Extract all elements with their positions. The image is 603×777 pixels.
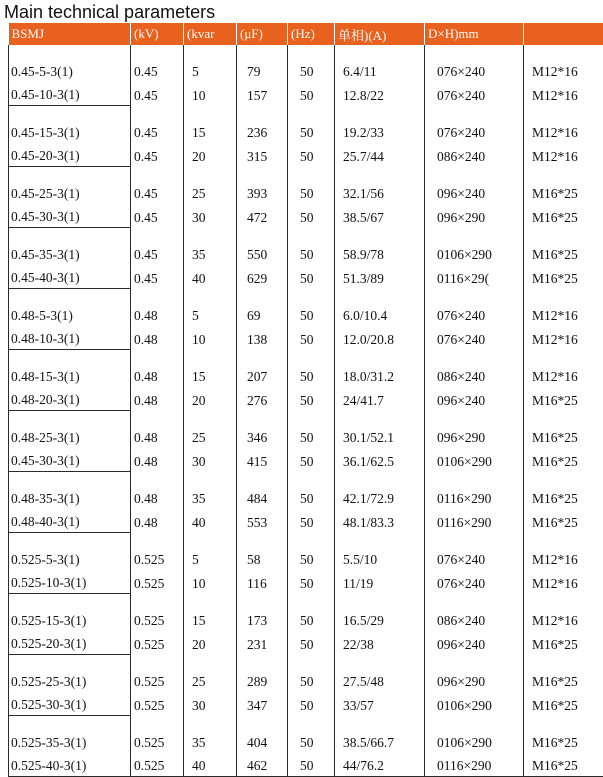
cell-capacity: 25 — [184, 167, 237, 205]
header-row — [9, 23, 603, 45]
cell-model: 0.525-35-3(1) — [9, 716, 131, 754]
cell-model: 0.48-25-3(1) — [9, 411, 131, 449]
cell-capacity: 15 — [184, 106, 237, 144]
cell-frequency: 50 — [288, 167, 335, 205]
cell-capacity: 25 — [184, 655, 237, 693]
cell-frequency: 50 — [288, 143, 335, 167]
cell-model: 0.45-30-3(1) — [9, 448, 131, 472]
table-row — [9, 448, 603, 472]
cell-frequency: 50 — [288, 631, 335, 655]
cell-capacitance: 138 — [237, 326, 288, 350]
table-row — [9, 45, 603, 82]
cell-voltage: 0.45 — [131, 167, 184, 205]
cell-dimensions: 096×290 — [425, 411, 524, 449]
table-row — [9, 716, 603, 754]
column-header-current: 单相)(A) — [335, 23, 425, 45]
cell-capacitance: 69 — [237, 289, 288, 327]
cell-frequency: 50 — [288, 204, 335, 228]
cell-voltage: 0.48 — [131, 448, 184, 472]
cell-voltage: 0.48 — [131, 509, 184, 533]
cell-current: 33/57 — [335, 692, 425, 716]
column-header-voltage: (kV) — [131, 23, 184, 45]
table-row — [9, 753, 603, 777]
cell-current: 12.8/22 — [335, 82, 425, 106]
cell-bolt: M16*25 — [524, 387, 603, 411]
column-header-capacitance: (μF) — [237, 23, 288, 45]
cell-frequency: 50 — [288, 472, 335, 510]
cell-capacity: 40 — [184, 753, 237, 777]
cell-dimensions: 076×240 — [425, 45, 524, 82]
table-row — [9, 509, 603, 533]
cell-model: 0.525-15-3(1) — [9, 594, 131, 632]
cell-model: 0.525-25-3(1) — [9, 655, 131, 693]
table-row — [9, 387, 603, 411]
cell-dimensions: 0106×290 — [425, 448, 524, 472]
cell-model: 0.525-5-3(1) — [9, 533, 131, 571]
cell-bolt: M16*25 — [524, 167, 603, 205]
table-row — [9, 289, 603, 327]
cell-capacity: 40 — [184, 509, 237, 533]
cell-bolt: M16*25 — [524, 753, 603, 777]
cell-voltage: 0.48 — [131, 387, 184, 411]
cell-frequency: 50 — [288, 655, 335, 693]
table-header — [9, 23, 603, 45]
cell-voltage: 0.45 — [131, 265, 184, 289]
cell-current: 48.1/83.3 — [335, 509, 425, 533]
table-row — [9, 204, 603, 228]
cell-frequency: 50 — [288, 448, 335, 472]
cell-frequency: 50 — [288, 265, 335, 289]
cell-bolt: M16*25 — [524, 716, 603, 754]
cell-capacitance: 553 — [237, 509, 288, 533]
cell-frequency: 50 — [288, 289, 335, 327]
cell-model: 0.45-20-3(1) — [9, 143, 131, 167]
cell-model: 0.45-30-3(1) — [9, 204, 131, 228]
cell-current: 27.5/48 — [335, 655, 425, 693]
cell-current: 30.1/52.1 — [335, 411, 425, 449]
cell-model: 0.48-15-3(1) — [9, 350, 131, 388]
cell-frequency: 50 — [288, 326, 335, 350]
cell-voltage: 0.525 — [131, 692, 184, 716]
cell-bolt: M16*25 — [524, 265, 603, 289]
cell-current: 22/38 — [335, 631, 425, 655]
cell-dimensions: 0116×290 — [425, 509, 524, 533]
cell-capacity: 10 — [184, 570, 237, 594]
cell-capacitance: 462 — [237, 753, 288, 777]
cell-capacitance: 58 — [237, 533, 288, 571]
cell-capacity: 40 — [184, 265, 237, 289]
table-row — [9, 594, 603, 632]
cell-frequency: 50 — [288, 411, 335, 449]
cell-voltage: 0.48 — [131, 472, 184, 510]
cell-bolt: M16*25 — [524, 472, 603, 510]
cell-capacitance: 347 — [237, 692, 288, 716]
cell-capacitance: 629 — [237, 265, 288, 289]
cell-model: 0.45-35-3(1) — [9, 228, 131, 266]
table-row — [9, 326, 603, 350]
cell-dimensions: 076×240 — [425, 82, 524, 106]
cell-capacity: 30 — [184, 448, 237, 472]
cell-model: 0.48-35-3(1) — [9, 472, 131, 510]
cell-frequency: 50 — [288, 716, 335, 754]
cell-capacity: 5 — [184, 289, 237, 327]
cell-bolt: M16*25 — [524, 448, 603, 472]
cell-model: 0.48-5-3(1) — [9, 289, 131, 327]
cell-model: 0.48-20-3(1) — [9, 387, 131, 411]
cell-voltage: 0.525 — [131, 533, 184, 571]
cell-dimensions: 096×240 — [425, 631, 524, 655]
cell-capacitance: 346 — [237, 411, 288, 449]
cell-voltage: 0.45 — [131, 45, 184, 82]
cell-dimensions: 0106×290 — [425, 716, 524, 754]
cell-capacitance: 315 — [237, 143, 288, 167]
cell-capacity: 35 — [184, 472, 237, 510]
cell-bolt: M16*25 — [524, 655, 603, 693]
table-row — [9, 143, 603, 167]
cell-current: 5.5/10 — [335, 533, 425, 571]
cell-frequency: 50 — [288, 533, 335, 571]
cell-capacity: 35 — [184, 716, 237, 754]
cell-voltage: 0.525 — [131, 594, 184, 632]
cell-current: 42.1/72.9 — [335, 472, 425, 510]
column-header-bolt — [524, 23, 603, 45]
cell-current: 38.5/67 — [335, 204, 425, 228]
cell-capacity: 15 — [184, 350, 237, 388]
cell-dimensions: 076×240 — [425, 533, 524, 571]
cell-current: 38.5/66.7 — [335, 716, 425, 754]
cell-bolt: M12*16 — [524, 350, 603, 388]
cell-dimensions: 0116×290 — [425, 472, 524, 510]
cell-capacitance: 116 — [237, 570, 288, 594]
cell-frequency: 50 — [288, 228, 335, 266]
cell-dimensions: 096×290 — [425, 655, 524, 693]
cell-current: 32.1/56 — [335, 167, 425, 205]
cell-current: 12.0/20.8 — [335, 326, 425, 350]
cell-current: 58.9/78 — [335, 228, 425, 266]
cell-dimensions: 076×240 — [425, 289, 524, 327]
table-row — [9, 692, 603, 716]
cell-current: 36.1/62.5 — [335, 448, 425, 472]
cell-capacity: 30 — [184, 204, 237, 228]
cell-capacity: 20 — [184, 143, 237, 167]
cell-current: 16.5/29 — [335, 594, 425, 632]
cell-capacity: 5 — [184, 533, 237, 571]
table-body — [9, 45, 603, 777]
cell-capacitance: 415 — [237, 448, 288, 472]
cell-model: 0.45-25-3(1) — [9, 167, 131, 205]
cell-model: 0.48-10-3(1) — [9, 326, 131, 350]
cell-model: 0.45-40-3(1) — [9, 265, 131, 289]
cell-bolt: M12*16 — [524, 82, 603, 106]
cell-capacity: 25 — [184, 411, 237, 449]
cell-voltage: 0.45 — [131, 143, 184, 167]
cell-capacitance: 550 — [237, 228, 288, 266]
cell-capacity: 15 — [184, 594, 237, 632]
table-row — [9, 265, 603, 289]
cell-dimensions: 0106×290 — [425, 228, 524, 266]
cell-bolt: M12*16 — [524, 533, 603, 571]
cell-bolt: M12*16 — [524, 106, 603, 144]
cell-frequency: 50 — [288, 753, 335, 777]
cell-bolt: M16*25 — [524, 228, 603, 266]
cell-frequency: 50 — [288, 509, 335, 533]
cell-frequency: 50 — [288, 387, 335, 411]
cell-capacitance: 231 — [237, 631, 288, 655]
cell-dimensions: 076×240 — [425, 570, 524, 594]
parameters-table — [8, 23, 603, 777]
cell-bolt: M12*16 — [524, 570, 603, 594]
table-row — [9, 655, 603, 693]
cell-frequency: 50 — [288, 82, 335, 106]
cell-bolt: M16*25 — [524, 204, 603, 228]
cell-voltage: 0.48 — [131, 326, 184, 350]
cell-bolt: M12*16 — [524, 289, 603, 327]
cell-model: 0.45-5-3(1) — [9, 45, 131, 82]
cell-dimensions: 086×240 — [425, 350, 524, 388]
cell-current: 11/19 — [335, 570, 425, 594]
cell-frequency: 50 — [288, 106, 335, 144]
cell-current: 6.4/11 — [335, 45, 425, 82]
cell-capacity: 35 — [184, 228, 237, 266]
cell-dimensions: 0116×29( — [425, 265, 524, 289]
cell-dimensions: 076×240 — [425, 326, 524, 350]
page-title: Main technical parameters — [4, 1, 215, 23]
cell-capacitance: 79 — [237, 45, 288, 82]
cell-dimensions: 096×240 — [425, 167, 524, 205]
cell-frequency: 50 — [288, 594, 335, 632]
cell-capacity: 20 — [184, 631, 237, 655]
cell-voltage: 0.45 — [131, 204, 184, 228]
cell-capacitance: 404 — [237, 716, 288, 754]
cell-voltage: 0.525 — [131, 753, 184, 777]
cell-current: 19.2/33 — [335, 106, 425, 144]
cell-capacity: 20 — [184, 387, 237, 411]
cell-frequency: 50 — [288, 350, 335, 388]
cell-capacitance: 393 — [237, 167, 288, 205]
cell-current: 25.7/44 — [335, 143, 425, 167]
cell-capacitance: 173 — [237, 594, 288, 632]
column-header-frequency: (Hz) — [288, 23, 335, 45]
cell-capacitance: 484 — [237, 472, 288, 510]
cell-bolt: M12*16 — [524, 45, 603, 82]
table-row — [9, 228, 603, 266]
cell-frequency: 50 — [288, 45, 335, 82]
cell-capacity: 5 — [184, 45, 237, 82]
cell-voltage: 0.45 — [131, 228, 184, 266]
cell-current: 51.3/89 — [335, 265, 425, 289]
table-row — [9, 631, 603, 655]
cell-capacitance: 157 — [237, 82, 288, 106]
table-row — [9, 411, 603, 449]
cell-voltage: 0.525 — [131, 716, 184, 754]
cell-voltage: 0.525 — [131, 655, 184, 693]
cell-capacity: 10 — [184, 326, 237, 350]
cell-bolt: M12*16 — [524, 326, 603, 350]
cell-capacitance: 207 — [237, 350, 288, 388]
table-row — [9, 350, 603, 388]
cell-current: 44/76.2 — [335, 753, 425, 777]
cell-dimensions: 096×240 — [425, 387, 524, 411]
cell-current: 18.0/31.2 — [335, 350, 425, 388]
cell-capacity: 30 — [184, 692, 237, 716]
cell-bolt: M16*25 — [524, 692, 603, 716]
cell-model: 0.45-15-3(1) — [9, 106, 131, 144]
table-row — [9, 167, 603, 205]
cell-current: 6.0/10.4 — [335, 289, 425, 327]
cell-dimensions: 096×290 — [425, 204, 524, 228]
cell-model: 0.525-40-3(1) — [9, 753, 131, 777]
cell-frequency: 50 — [288, 692, 335, 716]
column-header-model: BSMJ — [9, 23, 131, 45]
column-header-capacity: (kvar — [184, 23, 237, 45]
cell-current: 24/41.7 — [335, 387, 425, 411]
cell-voltage: 0.525 — [131, 570, 184, 594]
cell-capacitance: 472 — [237, 204, 288, 228]
cell-bolt: M12*16 — [524, 594, 603, 632]
cell-voltage: 0.45 — [131, 82, 184, 106]
cell-model: 0.525-10-3(1) — [9, 570, 131, 594]
cell-model: 0.48-40-3(1) — [9, 509, 131, 533]
cell-capacitance: 289 — [237, 655, 288, 693]
cell-model: 0.525-30-3(1) — [9, 692, 131, 716]
cell-dimensions: 0116×290 — [425, 753, 524, 777]
cell-bolt: M16*25 — [524, 631, 603, 655]
table-row — [9, 570, 603, 594]
cell-dimensions: 086×240 — [425, 143, 524, 167]
cell-voltage: 0.48 — [131, 289, 184, 327]
cell-frequency: 50 — [288, 570, 335, 594]
cell-capacitance: 236 — [237, 106, 288, 144]
cell-voltage: 0.45 — [131, 106, 184, 144]
table-row — [9, 472, 603, 510]
cell-voltage: 0.48 — [131, 350, 184, 388]
table-row — [9, 82, 603, 106]
cell-model: 0.525-20-3(1) — [9, 631, 131, 655]
cell-dimensions: 0106×290 — [425, 692, 524, 716]
column-header-dimensions: D×H)mm — [425, 23, 524, 45]
cell-bolt: M16*25 — [524, 411, 603, 449]
cell-dimensions: 076×240 — [425, 106, 524, 144]
cell-capacity: 10 — [184, 82, 237, 106]
cell-capacitance: 276 — [237, 387, 288, 411]
cell-voltage: 0.525 — [131, 631, 184, 655]
cell-bolt: M16*25 — [524, 509, 603, 533]
cell-voltage: 0.48 — [131, 411, 184, 449]
cell-dimensions: 086×240 — [425, 594, 524, 632]
table-row — [9, 106, 603, 144]
cell-bolt: M12*16 — [524, 143, 603, 167]
cell-model: 0.45-10-3(1) — [9, 82, 131, 106]
table-row — [9, 533, 603, 571]
